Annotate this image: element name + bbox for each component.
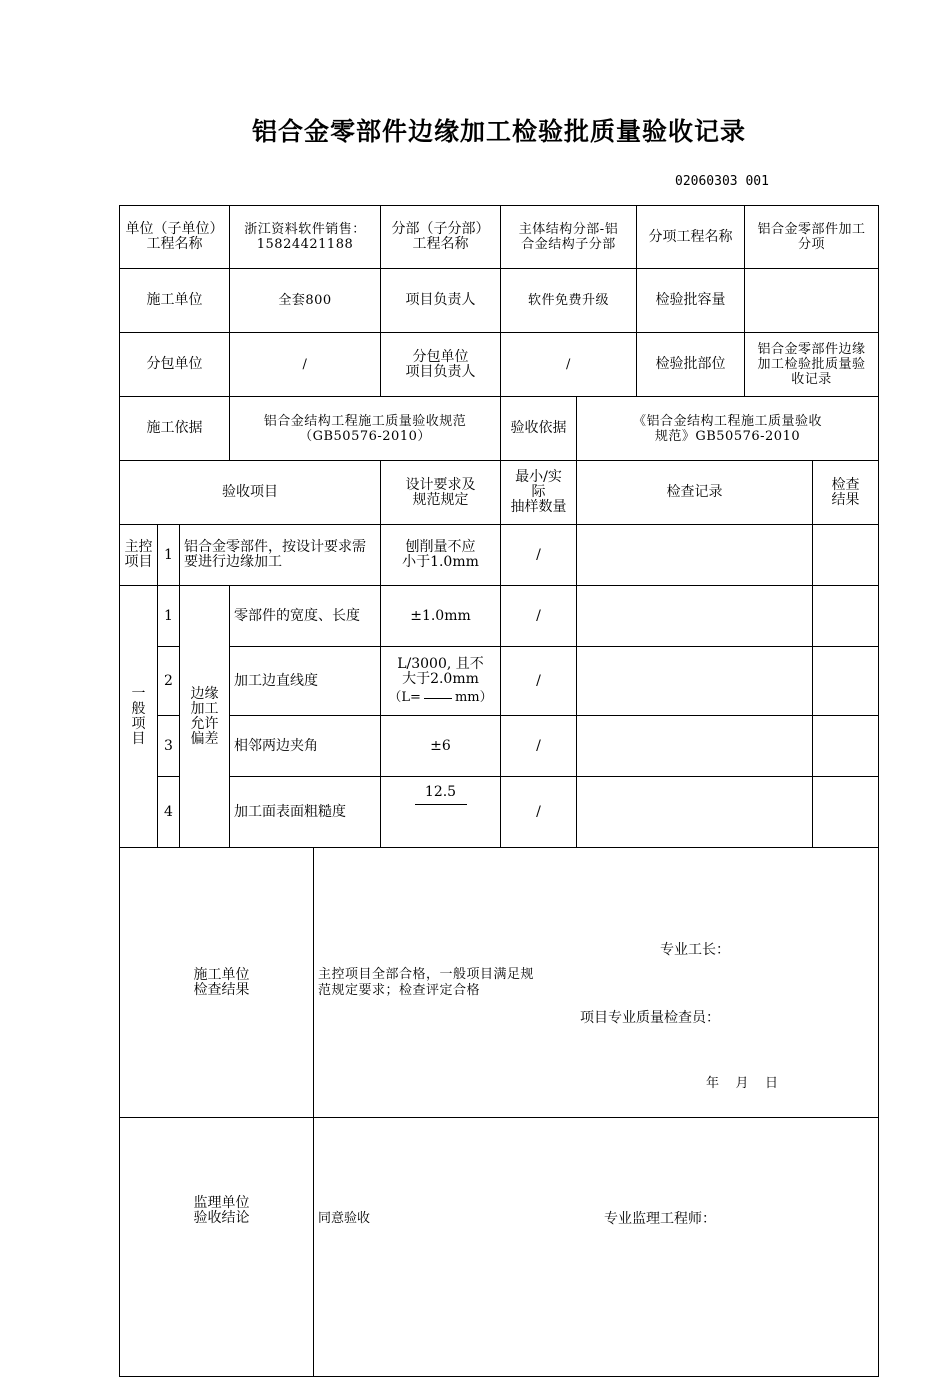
- col-item: 验收项目: [119, 460, 381, 525]
- foreman-label: 专业工长：: [660, 942, 730, 958]
- general-item-sample: /: [500, 646, 577, 716]
- supervision-body: [313, 1117, 879, 1377]
- straightness-length: [388, 690, 492, 705]
- construction-check-label-cell: [119, 847, 314, 1118]
- general-item-no: 1: [157, 585, 180, 647]
- main-control-result: [812, 524, 879, 586]
- general-item-sample: /: [500, 776, 577, 848]
- subcontract-value: /: [229, 332, 381, 397]
- subcontract-label: 分包单位: [119, 332, 230, 397]
- construction-check-label: 施工单位 检查结果: [193, 966, 250, 998]
- length-suffix: mm）: [454, 690, 493, 705]
- accept-basis-value: 《铝合金结构工程施工质量验收 规范》GB50576-2010: [576, 396, 879, 461]
- inspector-label: 项目专业质量检查员：: [580, 1010, 720, 1026]
- constructor-value: 全套800: [229, 268, 381, 333]
- general-item-design: [380, 776, 501, 848]
- sub-pm-label: 分包单位 项目负责人: [380, 332, 501, 397]
- supervision-label-cell: [119, 1117, 314, 1377]
- capacity-value: [744, 268, 879, 333]
- pm-value: 软件免费升级: [500, 268, 637, 333]
- general-item-result: [812, 585, 879, 647]
- supervision-engineer-label: 专业监理工程师：: [604, 1211, 716, 1227]
- col-record: 检查记录: [576, 460, 813, 525]
- straightness-limit: L/3000, 且不 大于2.0mm: [397, 656, 484, 687]
- main-control-record: [576, 524, 813, 586]
- basis-value: 铝合金结构工程施工质量验收规范 （GB50576-2010）: [229, 396, 501, 461]
- general-item-no: 3: [157, 715, 180, 777]
- unit-label: 单位（子单位） 工程名称: [119, 205, 230, 269]
- main-control-desc: 铝合金零部件，按设计要求需 要进行边缘加工: [179, 524, 381, 586]
- general-item-result: [812, 776, 879, 848]
- length-prefix: （L=: [388, 690, 421, 705]
- part-value: 铝合金零部件边缘 加工检验批质量验 收记录: [744, 332, 879, 397]
- sub-pm-value: /: [500, 332, 637, 397]
- general-item-sample: /: [500, 715, 577, 777]
- general-item-sample: /: [500, 585, 577, 647]
- general-item-record: [576, 715, 813, 777]
- capacity-label: 检验批容量: [636, 268, 745, 333]
- col-sample: 最小/实 际 抽样数量: [500, 460, 577, 525]
- roughness-value: 12.5: [415, 785, 467, 805]
- col-design: 设计要求及 规范规定: [380, 460, 501, 525]
- general-item-desc: 加工边直线度: [229, 646, 381, 716]
- general-item-desc: 加工面表面粗糙度: [229, 776, 381, 848]
- pm-label: 项目负责人: [380, 268, 501, 333]
- unit-value: 浙江资料软件销售： 15824421188: [229, 205, 381, 269]
- sub-label: 分部（子分部） 工程名称: [380, 205, 501, 269]
- general-item-desc: 零部件的宽度、长度: [229, 585, 381, 647]
- general-item-record: [576, 585, 813, 647]
- general-item-no: 2: [157, 646, 180, 716]
- part-label: 检验批部位: [636, 332, 745, 397]
- general-label: 一 般 项 目: [119, 585, 158, 848]
- general-item-design: ±1.0mm: [380, 585, 501, 647]
- general-item-design: ±6: [380, 715, 501, 777]
- basis-label: 施工依据: [119, 396, 230, 461]
- main-control-label: 主控 项目: [119, 524, 158, 586]
- main-control-sample: /: [500, 524, 577, 586]
- accept-basis-label: 验收依据: [500, 396, 577, 461]
- item-value: 铝合金零部件加工 分项: [744, 205, 879, 269]
- sub-value: 主体结构分部-铝 合金结构子分部: [500, 205, 637, 269]
- record-number: 02060303 001: [675, 174, 769, 189]
- general-item-record: [576, 776, 813, 848]
- general-group-label: 边缘 加工 允许 偏差: [179, 585, 230, 848]
- main-control-no: 1: [157, 524, 180, 586]
- general-item-result: [812, 646, 879, 716]
- length-blank[interactable]: [424, 697, 452, 699]
- general-item-design: [380, 646, 501, 716]
- supervision-label: 监理单位 验收结论: [193, 1195, 250, 1226]
- general-item-result: [812, 715, 879, 777]
- construction-date: 年 月 日: [706, 1076, 779, 1091]
- item-label: 分项工程名称: [636, 205, 745, 269]
- general-item-no: 4: [157, 776, 180, 848]
- general-item-record: [576, 646, 813, 716]
- col-result: 检查 结果: [812, 460, 879, 525]
- supervision-conclusion: 同意验收: [318, 1211, 371, 1226]
- general-item-desc: 相邻两边夹角: [229, 715, 381, 777]
- page-title: 铝合金零部件边缘加工检验批质量验收记录: [251, 117, 746, 146]
- construction-conclusion: 主控项目全部合格，一般项目满足规 范规定要求；检查评定合格: [318, 967, 535, 998]
- main-control-design: 刨削量不应 小于1.0mm: [380, 524, 501, 586]
- constructor-label: 施工单位: [119, 268, 230, 333]
